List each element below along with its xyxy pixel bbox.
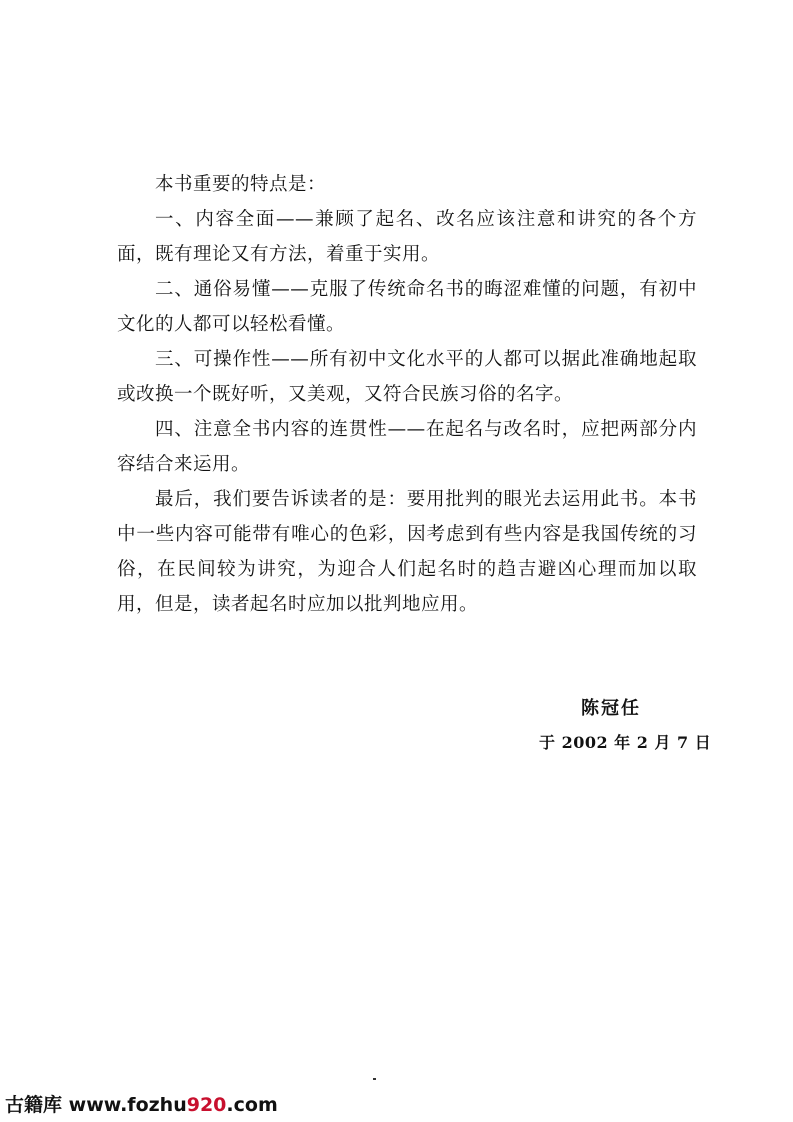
paragraph-feature-3: 三、可操作性——所有初中文化水平的人都可以据此准确地起取或改换一个既好听，又美观，又符合民族习俗的名字。 [117,349,697,405]
paragraph-feature-1: 一、内容全面——兼顾了起名、改名应该注意和讲究的各个方面，既有理论又有方法，着重于实用。 [117,209,697,265]
watermark-url-prefix: www.fozhu [68,1094,187,1116]
watermark-url-number: 920 [186,1094,227,1116]
watermark-url-suffix: .com [226,1094,278,1116]
site-watermark [5,1090,278,1117]
author-signature: 陈冠任 [581,698,641,719]
scan-speck [373,1078,376,1080]
watermark-site-name: 古籍库 [5,1094,63,1116]
paragraph-feature-4: 四、注意全书内容的连贯性——在起名与改名时，应把两部分内容结合来运用。 [117,419,697,475]
paragraph-feature-2: 二、通俗易懂——克服了传统命名书的晦涩难懂的问题，有初中文化的人都可以轻松看懂。 [117,279,697,335]
paragraph-intro: 本书重要的特点是： [155,174,327,195]
signature-date: 于 2002 年 2 月 7 日 [539,733,712,752]
paragraph-conclusion: 最后，我们要告诉读者的是：要用批判的眼光去运用此书。本书中一些内容可能带有唯心的色彩，因考虑到有些内容是我国传统的习俗，在民间较为讲究，为迎合人们起名时的趋吉避凶心理而加以取用，但是，读者起名时应加以批判地应用。 [117,489,697,615]
preface-body [117,167,697,622]
